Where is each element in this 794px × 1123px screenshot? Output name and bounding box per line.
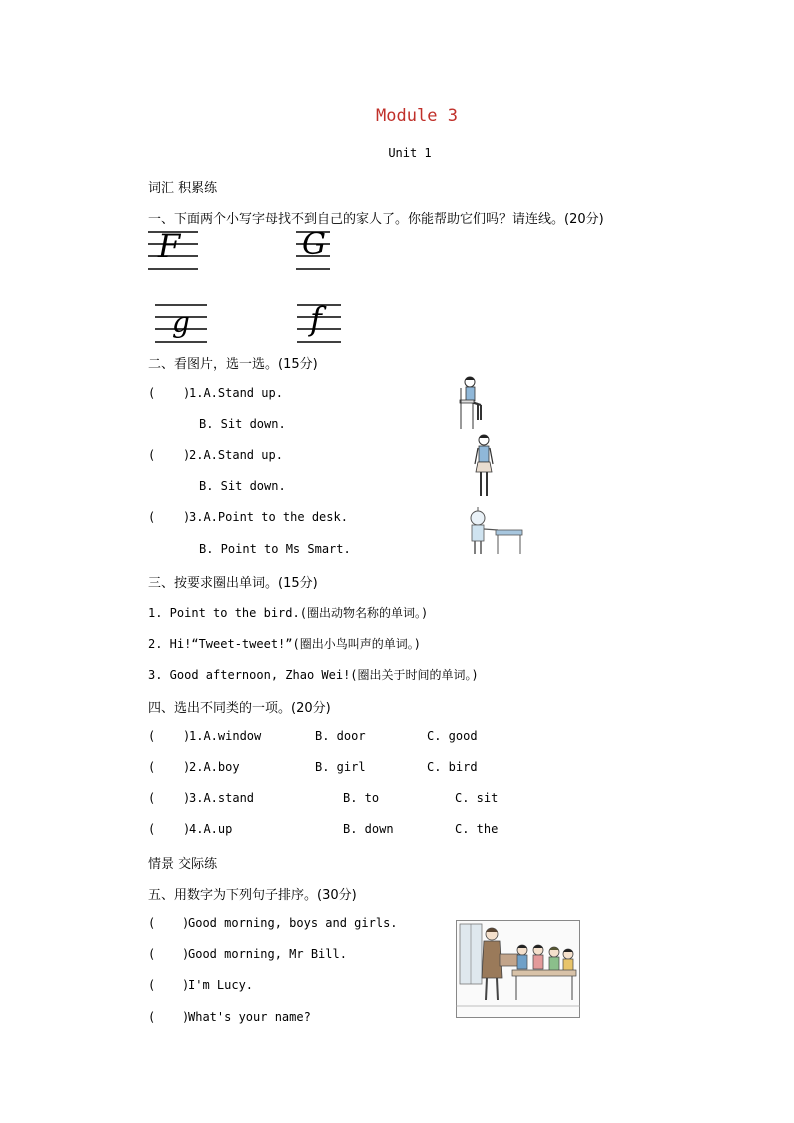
- vocab-section-label: 词汇 积累练: [148, 181, 218, 196]
- answer-paren-close: ): [183, 822, 191, 836]
- answer-paren[interactable]: (: [148, 729, 156, 743]
- answer-paren[interactable]: (: [148, 448, 156, 462]
- s4-item-1-option-a: 1.A.window: [189, 729, 262, 743]
- s4-item-3-option-b: B. to: [343, 791, 380, 805]
- s4-item-2-option-b: B. girl: [315, 760, 366, 774]
- answer-paren-close: ): [183, 729, 191, 743]
- s4-item-4-option-c: C. the: [455, 822, 499, 836]
- s3-item-1: 1. Point to the bird.(圈出动物名称的单词。): [148, 606, 429, 620]
- answer-paren-close: ): [182, 978, 190, 992]
- answer-paren[interactable]: (: [148, 978, 156, 992]
- letter-f: f: [310, 300, 322, 338]
- s4-item-3-option-c: C. sit: [455, 791, 499, 805]
- s2-item-3-option-a: 3.A.Point to the desk.: [189, 510, 348, 524]
- page-title: Module 3: [376, 106, 458, 126]
- s5-sentence-4: What's your name?: [188, 1010, 311, 1024]
- s4-item-4-option-a: 4.A.up: [189, 822, 233, 836]
- s3-item-3: 3. Good afternoon, Zhao Wei!(圈出关于时间的单词。): [148, 668, 479, 682]
- s4-item-2-option-a: 2.A.boy: [189, 760, 240, 774]
- girl-standing-illustration: [466, 432, 500, 500]
- answer-paren[interactable]: (: [148, 791, 156, 805]
- situation-section-label: 情景 交际练: [148, 857, 218, 872]
- s4-item-2-option-c: C. bird: [427, 760, 478, 774]
- s3-item-2: 2. Hi!“Tweet-tweet!”(圈出小鸟叫声的单词。): [148, 637, 421, 651]
- s4-item-4-option-b: B. down: [343, 822, 394, 836]
- section-1-heading: 一、下面两个小写字母找不到自己的家人了。你能帮助它们吗？请连线。(20分): [148, 212, 604, 227]
- s2-item-1-option-b: B. Sit down.: [199, 417, 286, 431]
- answer-paren-close: ): [182, 947, 190, 961]
- answer-paren[interactable]: (: [148, 947, 156, 961]
- answer-paren-close: ): [183, 386, 191, 400]
- letter-G: G: [302, 227, 326, 262]
- s5-sentence-3: I'm Lucy.: [188, 978, 254, 992]
- letter-F: F: [158, 227, 181, 265]
- s4-item-3-option-a: 3.A.stand: [189, 791, 255, 805]
- s4-item-1-option-b: B. door: [315, 729, 366, 743]
- s4-item-1-option-c: C. good: [427, 729, 478, 743]
- answer-paren[interactable]: (: [148, 386, 156, 400]
- section-4-heading: 四、选出不同类的一项。(20分): [148, 701, 331, 716]
- point-to-desk-illustration: [464, 506, 526, 558]
- answer-paren-close: ): [182, 916, 190, 930]
- s2-item-2-option-a: 2.A.Stand up.: [189, 448, 283, 462]
- answer-paren-close: ): [183, 510, 191, 524]
- section-2-heading: 二、看图片，选一选。(15分): [148, 357, 318, 372]
- s5-sentence-1: Good morning, boys and girls.: [188, 916, 398, 930]
- answer-paren-close: ): [183, 760, 191, 774]
- unit-subtitle: Unit 1: [388, 146, 432, 160]
- classroom-greeting-illustration: [456, 920, 580, 1018]
- s2-item-1-option-a: 1.A.Stand up.: [189, 386, 283, 400]
- girl-sitting-illustration: [456, 374, 496, 432]
- letter-g: g: [172, 306, 190, 339]
- s2-item-2-option-b: B. Sit down.: [199, 479, 286, 493]
- answer-paren[interactable]: (: [148, 822, 156, 836]
- answer-paren-close: ): [183, 791, 191, 805]
- section-3-heading: 三、按要求圈出单词。(15分): [148, 576, 318, 591]
- section-5-heading: 五、用数字为下列句子排序。(30分): [148, 888, 357, 903]
- answer-paren-close: ): [183, 448, 191, 462]
- s2-item-3-option-b: B. Point to Ms Smart.: [199, 542, 351, 556]
- answer-paren[interactable]: (: [148, 916, 156, 930]
- answer-paren[interactable]: (: [148, 1010, 156, 1024]
- answer-paren[interactable]: (: [148, 760, 156, 774]
- answer-paren-close: ): [182, 1010, 190, 1024]
- s5-sentence-2: Good morning, Mr Bill.: [188, 947, 347, 961]
- answer-paren[interactable]: (: [148, 510, 156, 524]
